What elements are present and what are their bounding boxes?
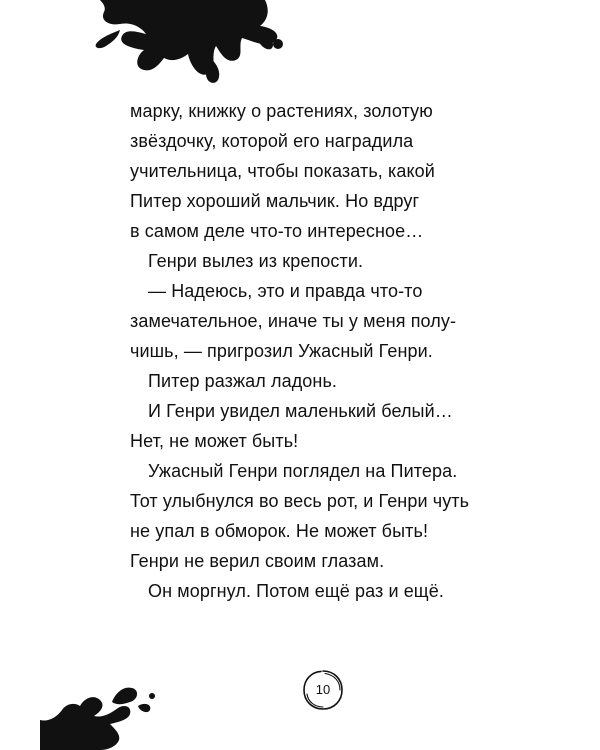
text-line: учительница, чтобы показать, какой — [130, 161, 435, 181]
ink-blot-bottom — [40, 680, 160, 750]
text-line: Генри не верил своим глазам. — [130, 551, 385, 571]
text-line: Он моргнул. Потом ещё раз и ещё. — [148, 581, 444, 601]
text-line: Тот улыбнулся во весь рот, и Генри чуть — [130, 491, 470, 511]
text-line: Питер разжал ладонь. — [148, 371, 338, 391]
ink-blot-top — [60, 0, 290, 90]
text-line: звёздочку, которой его наградила — [130, 131, 414, 151]
page-number: 10 — [315, 682, 331, 697]
text-line: — Надеюсь, это и правда что-то — [148, 281, 423, 301]
text-line: Питер хороший мальчик. Но вдруг — [130, 191, 420, 211]
text-line: Нет, не может быть! — [130, 431, 299, 451]
text-line: Ужасный Генри поглядел на Питера. — [148, 461, 458, 481]
page-number-badge — [301, 668, 345, 712]
text-line: марку, книжку о растениях, золотую — [130, 101, 433, 121]
text-line: замечательное, иначе ты у меня полу- — [130, 311, 457, 331]
text-line: в самом деле что-то интересное… — [130, 221, 424, 241]
text-line: И Генри увидел маленький белый… — [148, 401, 453, 421]
text-line: чишь, — пригрозил Ужасный Генри. — [130, 341, 433, 361]
text-line: Генри вылез из крепости. — [148, 251, 364, 271]
page-text-block — [130, 96, 510, 606]
text-line: не упал в обморок. Не может быть! — [130, 521, 429, 541]
